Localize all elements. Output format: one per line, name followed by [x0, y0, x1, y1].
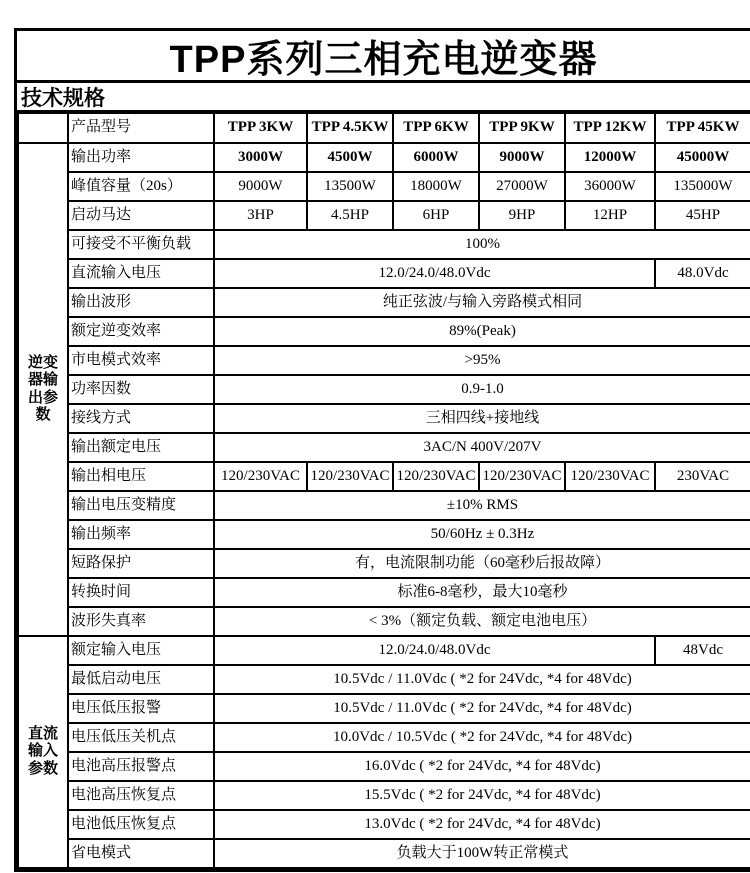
- spec-value-cell: 12.0/24.0/48.0Vdc: [214, 259, 655, 288]
- table-row: [18, 143, 750, 172]
- spec-value-cell: 标准6-8毫秒，最大10毫秒: [214, 578, 750, 607]
- spec-value-cell: < 3%（额定负载、额定电池电压）: [214, 607, 750, 636]
- spec-value-cell: 120/230VAC: [307, 462, 393, 491]
- spec-value-cell: 89%(Peak): [214, 317, 750, 346]
- table-row: [18, 113, 750, 143]
- row-label: 电压低压关机点: [68, 723, 214, 752]
- spec-value-cell: 13.0Vdc ( *2 for 24Vdc, *4 for 48Vdc): [214, 810, 750, 839]
- spec-value-cell: 9HP: [479, 201, 565, 230]
- table-row: [18, 607, 750, 636]
- table-row: [18, 375, 750, 404]
- spec-value-cell: 36000W: [565, 172, 655, 201]
- row-label: 电压低压报警: [68, 694, 214, 723]
- table-row: [18, 723, 750, 752]
- row-label: 接线方式: [68, 404, 214, 433]
- row-label: 输出频率: [68, 520, 214, 549]
- spec-value-cell: 12000W: [565, 143, 655, 172]
- spec-value-cell: 10.5Vdc / 11.0Vdc ( *2 for 24Vdc, *4 for 48Vdc): [214, 694, 750, 723]
- spec-value-cell: 10.0Vdc / 10.5Vdc ( *2 for 24Vdc, *4 for 48Vdc): [214, 723, 750, 752]
- spec-table: [17, 112, 750, 869]
- spec-value-cell: 纯正弦波/与输入旁路模式相同: [214, 288, 750, 317]
- table-row: [18, 636, 750, 665]
- spec-value-cell: 9000W: [214, 172, 307, 201]
- model-header-cell: TPP 4.5KW: [307, 113, 393, 143]
- table-row: [18, 433, 750, 462]
- spec-value-cell: 120/230VAC: [214, 462, 307, 491]
- row-label: 功率因数: [68, 375, 214, 404]
- row-label: 短路保护: [68, 549, 214, 578]
- spec-value-cell: 27000W: [479, 172, 565, 201]
- section-heading: 技术规格: [17, 83, 750, 112]
- spec-value-cell: 6000W: [393, 143, 479, 172]
- spec-value-cell: 120/230VAC: [393, 462, 479, 491]
- row-label: 波形失真率: [68, 607, 214, 636]
- spec-value-cell: 13500W: [307, 172, 393, 201]
- table-row: [18, 172, 750, 201]
- spec-value-cell: 120/230VAC: [565, 462, 655, 491]
- spec-value-cell: 45HP: [655, 201, 750, 230]
- row-label: 产品型号: [68, 113, 214, 143]
- table-row: [18, 810, 750, 839]
- table-row: [18, 578, 750, 607]
- spec-value-cell: 120/230VAC: [479, 462, 565, 491]
- table-row: [18, 694, 750, 723]
- model-header-cell: TPP 6KW: [393, 113, 479, 143]
- spec-value-cell: 3000W: [214, 143, 307, 172]
- model-header-cell: TPP 9KW: [479, 113, 565, 143]
- spec-value-cell: 9000W: [479, 143, 565, 172]
- spec-value-cell: 3HP: [214, 201, 307, 230]
- row-label: 电池高压报警点: [68, 752, 214, 781]
- row-label: 峰值容量（20s）: [68, 172, 214, 201]
- spec-value-cell: 0.9-1.0: [214, 375, 750, 404]
- model-header-cell: TPP 12KW: [565, 113, 655, 143]
- spec-value-cell: 12HP: [565, 201, 655, 230]
- spec-value-cell: ±10% RMS: [214, 491, 750, 520]
- table-row: [18, 404, 750, 433]
- table-row: [18, 259, 750, 288]
- table-row: [18, 665, 750, 694]
- table-row: [18, 549, 750, 578]
- spec-value-cell: 18000W: [393, 172, 479, 201]
- row-label: 输出额定电压: [68, 433, 214, 462]
- spec-value-cell: >95%: [214, 346, 750, 375]
- group-label-inverter-output: 逆变器输出参数: [18, 143, 68, 636]
- group-label-dc-input: 直流输入参数: [18, 636, 68, 868]
- spec-value-cell: 三相四线+接地线: [214, 404, 750, 433]
- spec-value-cell: 3AC/N 400V/207V: [214, 433, 750, 462]
- spec-value-cell: 15.5Vdc ( *2 for 24Vdc, *4 for 48Vdc): [214, 781, 750, 810]
- doc-title: TPP系列三相充电逆变器: [17, 31, 750, 83]
- table-row: [18, 781, 750, 810]
- model-header-cell: TPP 3KW: [214, 113, 307, 143]
- row-label: 输出电压变精度: [68, 491, 214, 520]
- spec-value-cell: 12.0/24.0/48.0Vdc: [214, 636, 655, 665]
- spec-value-cell: 有，电流限制功能（60毫秒后报故障）: [214, 549, 750, 578]
- row-label: 可接受不平衡负载: [68, 230, 214, 259]
- spine-empty-cell: [18, 113, 68, 143]
- model-header-cell: TPP 45KW: [655, 113, 750, 143]
- row-label: 启动马达: [68, 201, 214, 230]
- spec-value-cell: 45000W: [655, 143, 750, 172]
- table-row: [18, 462, 750, 491]
- table-row: [18, 839, 750, 868]
- row-label: 电池低压恢复点: [68, 810, 214, 839]
- row-label: 最低启动电压: [68, 665, 214, 694]
- table-row: [18, 201, 750, 230]
- spec-value-cell: 4.5HP: [307, 201, 393, 230]
- row-label: 输出相电压: [68, 462, 214, 491]
- row-label: 输出功率: [68, 143, 214, 172]
- spec-value-cell: 16.0Vdc ( *2 for 24Vdc, *4 for 48Vdc): [214, 752, 750, 781]
- table-row: [18, 346, 750, 375]
- row-label: 输出波形: [68, 288, 214, 317]
- table-row: [18, 288, 750, 317]
- spec-value-cell: 负载大于100W转正常模式: [214, 839, 750, 868]
- spec-value-cell: 48.0Vdc: [655, 259, 750, 288]
- row-label: 转换时间: [68, 578, 214, 607]
- row-label: 市电模式效率: [68, 346, 214, 375]
- row-label: 直流输入电压: [68, 259, 214, 288]
- spec-value-cell: 230VAC: [655, 462, 750, 491]
- spec-value-cell: 10.5Vdc / 11.0Vdc ( *2 for 24Vdc, *4 for 48Vdc): [214, 665, 750, 694]
- row-label: 额定逆变效率: [68, 317, 214, 346]
- table-row: [18, 520, 750, 549]
- spec-value-cell: 4500W: [307, 143, 393, 172]
- row-label: 省电模式: [68, 839, 214, 868]
- row-label: 额定输入电压: [68, 636, 214, 665]
- spec-sheet: [14, 28, 750, 872]
- table-row: [18, 491, 750, 520]
- spec-value-cell: 100%: [214, 230, 750, 259]
- spec-value-cell: 50/60Hz ± 0.3Hz: [214, 520, 750, 549]
- table-row: [18, 230, 750, 259]
- row-label: 电池高压恢复点: [68, 781, 214, 810]
- spec-value-cell: 6HP: [393, 201, 479, 230]
- table-row: [18, 752, 750, 781]
- spec-value-cell: 135000W: [655, 172, 750, 201]
- table-row: [18, 317, 750, 346]
- spec-value-cell: 48Vdc: [655, 636, 750, 665]
